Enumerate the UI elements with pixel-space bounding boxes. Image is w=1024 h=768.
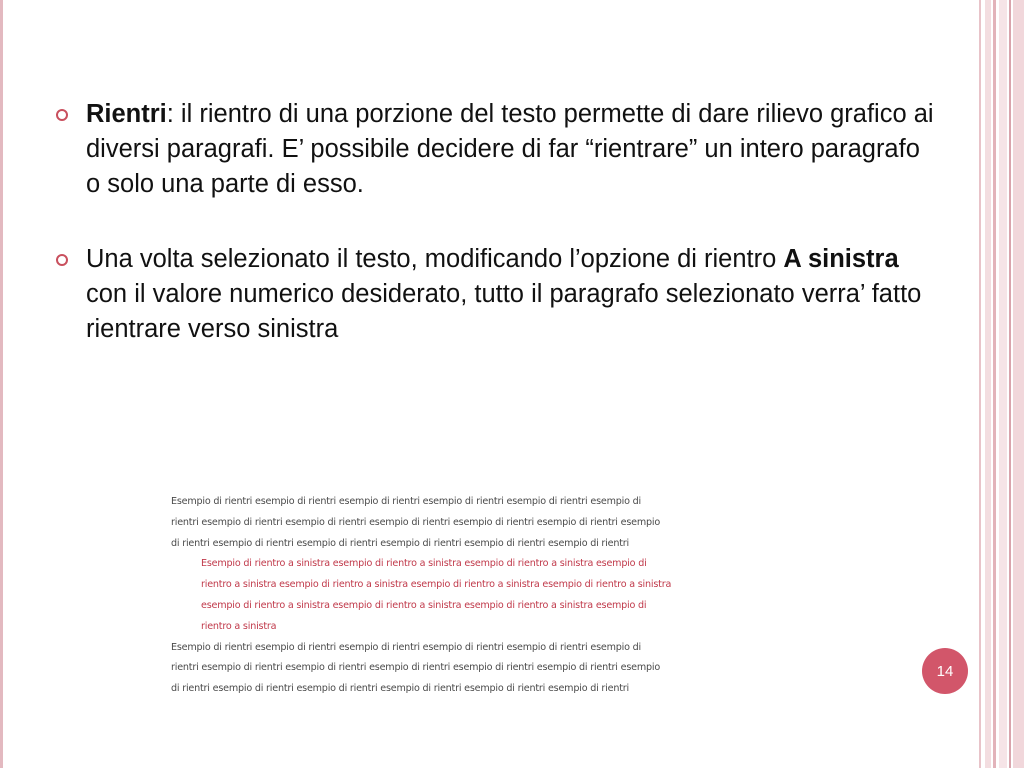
- bullet-bold-lead: Rientri: [86, 100, 167, 128]
- decorative-stripe: [999, 0, 1007, 768]
- bullet-bold: A sinistra: [783, 245, 899, 273]
- example-paragraph-indented: [201, 554, 826, 637]
- left-border-line: [0, 0, 3, 768]
- example-line: Esempio di rientri esempio di rientri esempio di rientri esempio di rientri esempio di rientri esempio di: [171, 496, 641, 507]
- example-line: rientri esempio di rientri esempio di rientri esempio di rientri esempio di rientri esempio di rientri esempio: [171, 662, 660, 674]
- bullet-text: : il rientro di una porzione del testo permette di dare rilievo grafico ai diversi paragrafi. E’ possibile decidere di far “rientrare” un intero paragrafo o solo una parte di esso.: [86, 100, 934, 198]
- decorative-stripe: [979, 0, 981, 768]
- slide-content: [54, 97, 934, 347]
- bullet-rientri: [54, 97, 934, 202]
- bullet-selezionato: [54, 242, 934, 347]
- decorative-stripe: [1009, 0, 1011, 768]
- example-line: Esempio di rientro a sinistra esempio di rientro a sinistra esempio di rientro a sinistra esempio di: [201, 558, 647, 570]
- circle-bullet-icon: [56, 109, 68, 121]
- example-line: rientro a sinistra: [201, 620, 277, 632]
- indent-example-image: [171, 492, 826, 700]
- decorative-stripe: [993, 0, 996, 768]
- page-number-badge: 14: [922, 648, 968, 694]
- bullet-text-before: Una volta selezionato il testo, modificando l’opzione di rientro: [86, 245, 784, 273]
- example-line: esempio di rientro a sinistra esempio di rientro a sinistra esempio di rientro a sinistra esempio di: [201, 599, 647, 611]
- example-line: di rientri esempio di rientri esempio di rientri esempio di rientri esempio di rientri esempio di rientri: [171, 683, 629, 695]
- example-paragraph-normal: [171, 492, 826, 554]
- example-line: rientro a sinistra esempio di rientro a sinistra esempio di rientro a sinistra esempio di rientro a sinistra: [201, 579, 672, 591]
- bullet-text-after: con il valore numerico desiderato, tutto il paragrafo selezionato verra’ fatto rientrare verso sinistra: [86, 280, 922, 343]
- decorative-stripe: [1013, 0, 1024, 768]
- example-line: rientri esempio di rientri esempio di rientri esempio di rientri esempio di rientri esempio di rientri esempio: [171, 516, 660, 528]
- circle-bullet-icon: [56, 254, 68, 266]
- example-line: Esempio di rientri esempio di rientri esempio di rientri esempio di rientri esempio di rientri esempio di: [171, 641, 641, 653]
- decorative-stripe: [985, 0, 991, 768]
- example-paragraph-normal: [171, 638, 826, 700]
- example-line: di rientri esempio di rientri esempio di rientri esempio di rientri esempio di rientri esempio di rientri: [171, 537, 629, 549]
